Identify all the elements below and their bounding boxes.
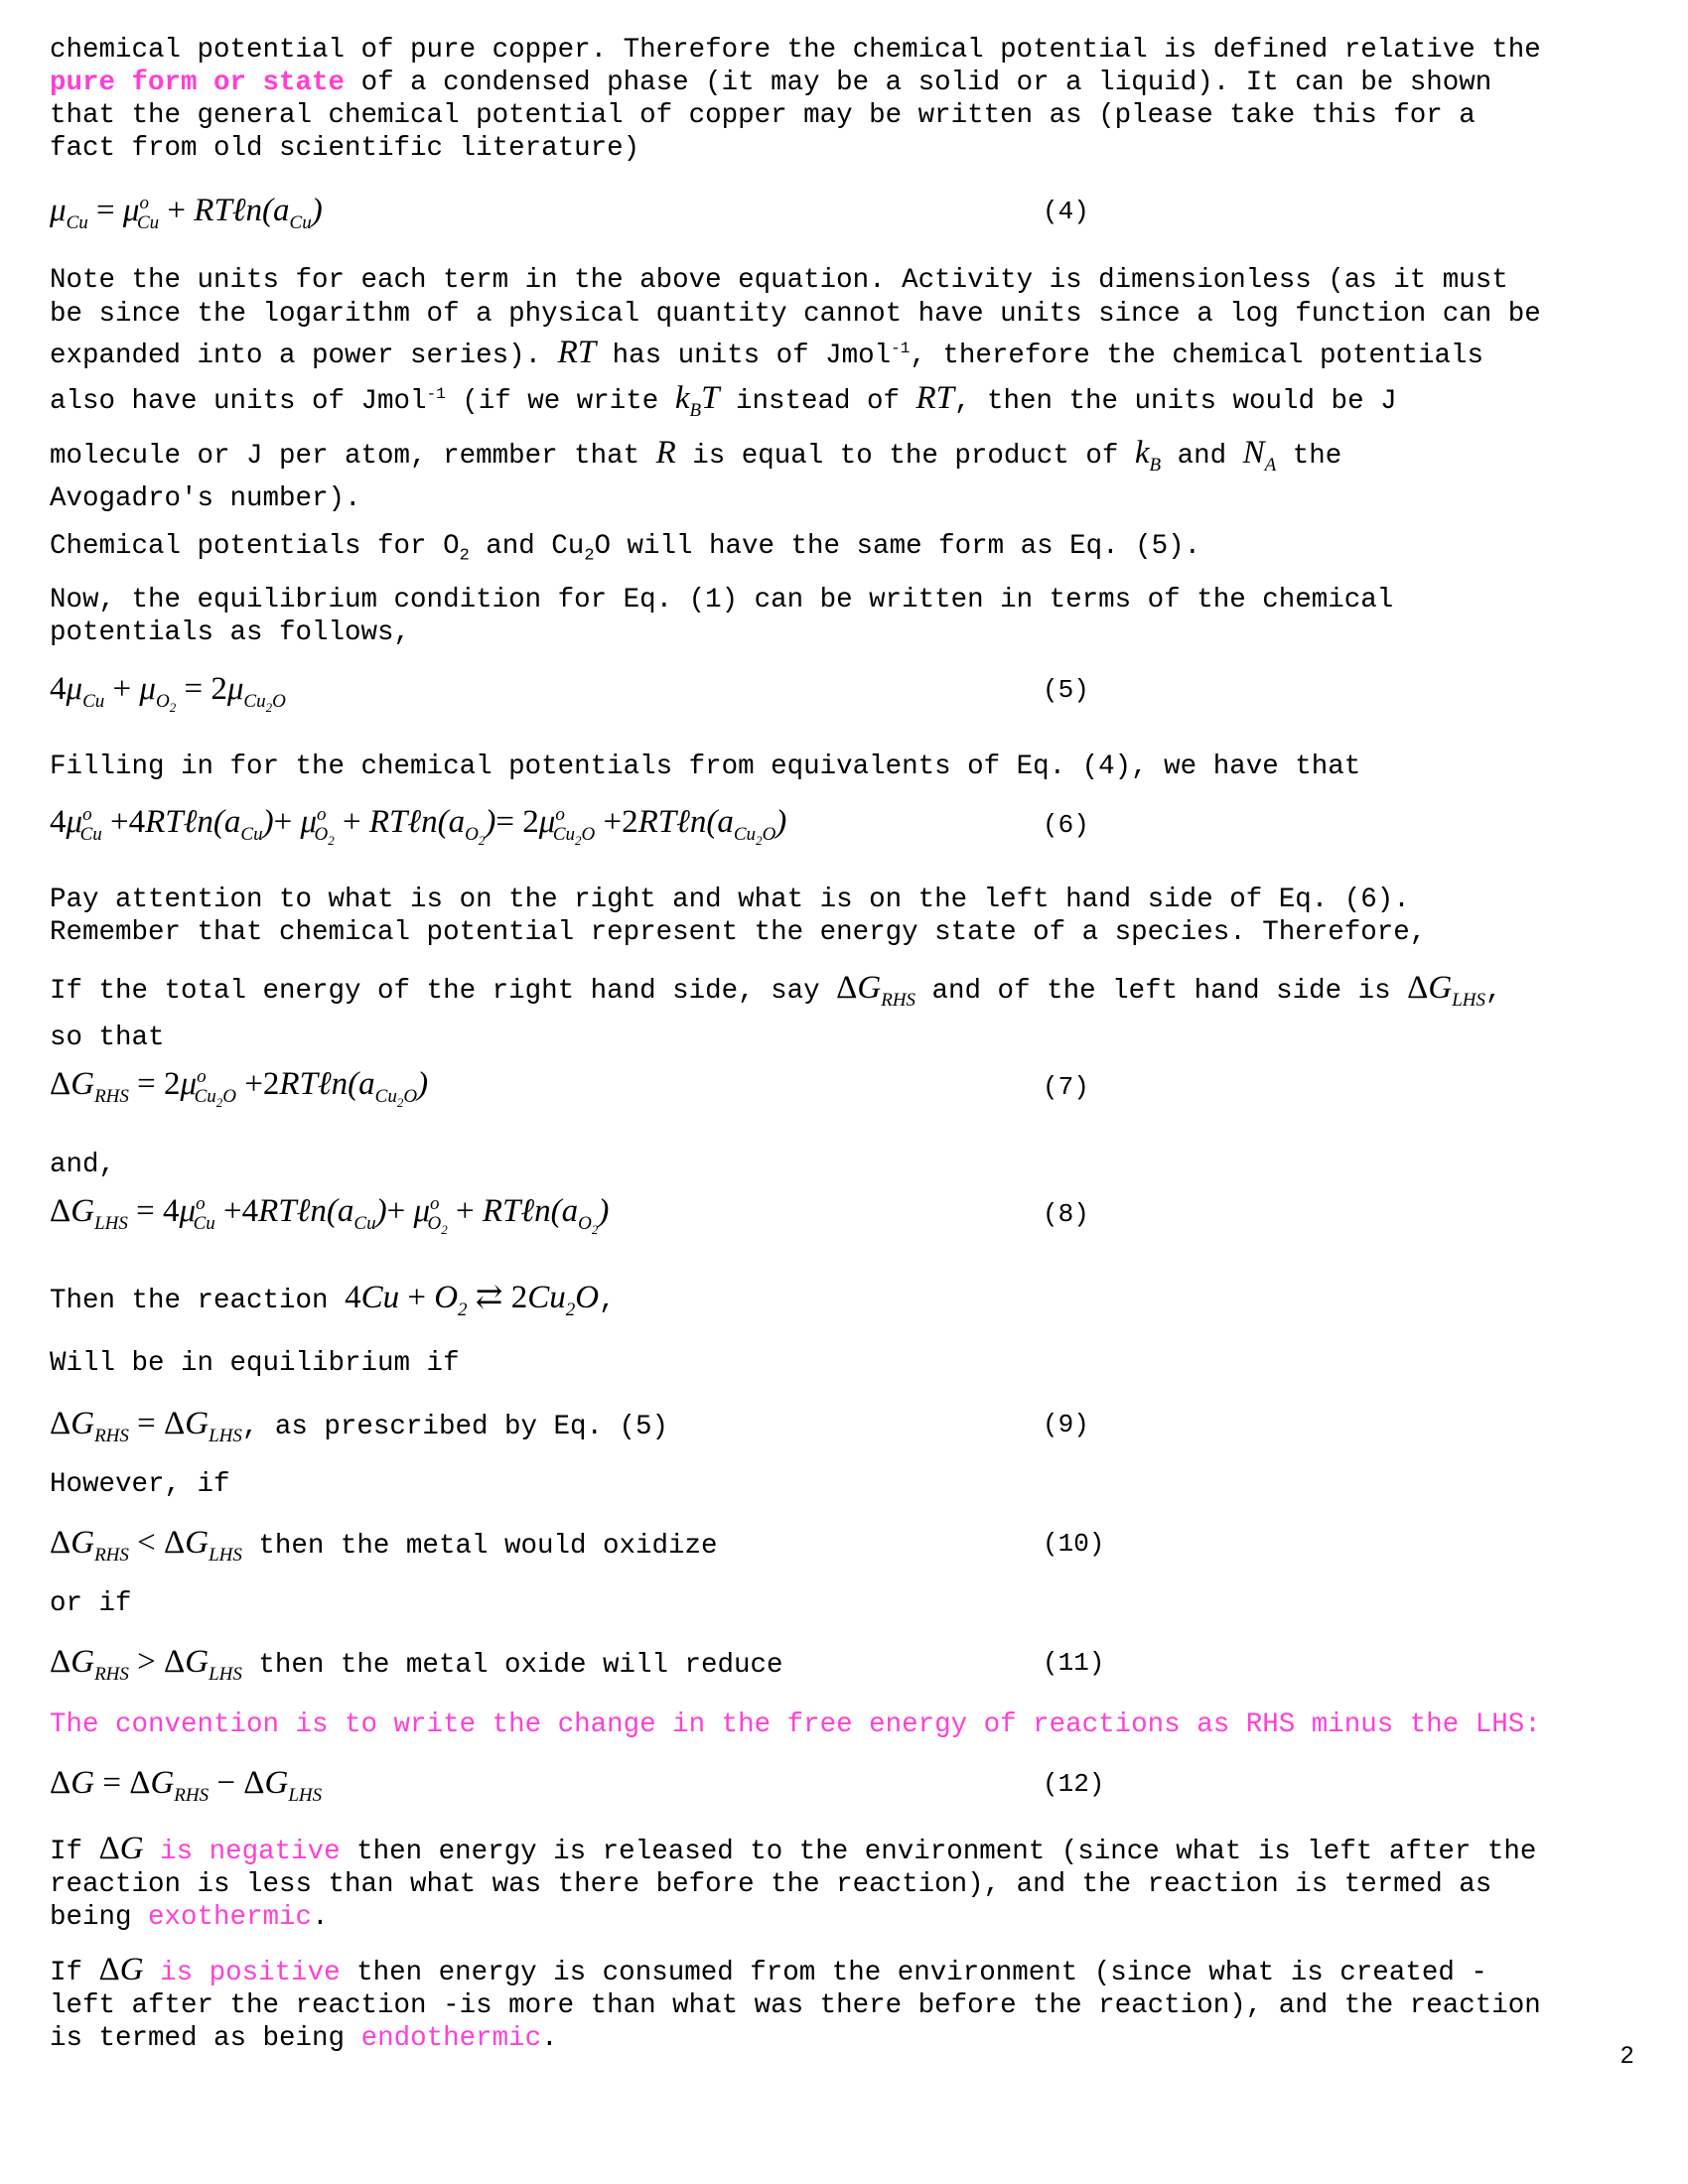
text-line: that the general chemical potential of copper may be written as (please take this for a [50, 100, 1476, 131]
text-then-reaction [50, 1277, 1638, 1321]
equation-number: (7) [1043, 1072, 1089, 1102]
text-line: fact from old scientific literature) [50, 133, 640, 164]
text-line: so that [50, 1023, 165, 1053]
paragraph-negative [50, 1833, 1638, 1934]
text-line [50, 436, 1638, 482]
highlight-text: exothermic [148, 1902, 313, 1933]
text-line: be since the logarithm of a physical quantity cannot have units since a log function can be [50, 299, 1541, 330]
text-line: Pay attention to what is on the right and what is on the left hand side of Eq. (6). [50, 885, 1410, 915]
equation-6 [50, 804, 1638, 856]
equation-number: (5) [1043, 675, 1089, 705]
text-line: Avogadro's number). [50, 483, 361, 515]
equation-formula: $\Delta G_{LHS} = 4\mu^o_{Cu}$ $+4RT\ell n(a_{Cu})+ \mu^o_{O_2}$ + $RT\ell n(a_{O_2})$ [50, 1193, 610, 1237]
text-span: Chemical potentials for O [50, 531, 460, 562]
equation-formula: $\mu_{Cu} = \mu^o_{Cu}$ + $RT\ell n(a_{Cu})$ [50, 193, 323, 233]
equation-formula: $\Delta G_{RHS} < \Delta G_{LHS}$ [50, 1525, 242, 1566]
paragraph-attention [50, 884, 1638, 949]
equation-5 [50, 671, 1638, 721]
math-R: R [655, 435, 676, 472]
text-span: is equal to the product of [675, 441, 1135, 473]
text-will-be: Will be in equilibrium if [50, 1348, 460, 1379]
subscript: 2 [584, 546, 595, 566]
equation-11 [50, 1644, 1638, 1690]
equation-text: , as prescribed by Eq. (5) [241, 1412, 668, 1442]
text-span: If the total energy of the right hand side, say [50, 976, 837, 1007]
text-span: . [312, 1902, 329, 1933]
paragraph-intro [50, 34, 1638, 165]
text-span: , [1485, 976, 1502, 1007]
equation-formula: $\Delta G_{RHS} > \Delta G_{LHS}$ [50, 1644, 242, 1685]
equation-number: (4) [1043, 197, 1089, 226]
text-however: However, if [50, 1469, 230, 1500]
text-span: Then the reaction [50, 1286, 346, 1316]
page-number: 2 [1620, 2042, 1634, 2069]
subscript: 2 [459, 546, 470, 566]
paragraph-units [50, 264, 1638, 516]
text-line: reaction is less than what was there before the reaction), and the reaction is termed as [50, 1869, 1492, 1900]
text-span: then energy is consumed from the environment (since what is created - [340, 1958, 1487, 1988]
text-span: the [1276, 441, 1342, 473]
equation-formula: $\Delta G_{RHS} = 2\mu^o_{Cu_2O}$ $+2RT\ell n(a_{Cu_2O})$ [50, 1066, 429, 1110]
text-line [50, 67, 1638, 99]
paragraph-chemical-potentials [50, 530, 1638, 574]
text-span: being [50, 1902, 149, 1933]
text-span: and Cu [469, 531, 585, 562]
text-line [50, 1833, 1638, 1868]
equation-number: (12) [1043, 1769, 1105, 1799]
highlight-text: endothermic [360, 2023, 542, 2054]
equation-formula: $4\mu^o_{Cu}$ $+4RT\ell n(a_{Cu})+ \mu^o_{O_2}$ + $RT\ell n(a_{O_2})= 2\mu^o_{Cu_2O}$ $+2RT\ell n(a_{Cu_2O})$ [50, 804, 787, 848]
highlight-text: is negative [160, 1837, 341, 1867]
math-kBT: $k_BT$ [674, 380, 720, 422]
text-line [50, 332, 1638, 373]
equation-7 [50, 1066, 1638, 1118]
text-span: also have units of Jmol [50, 386, 427, 418]
text-span: , therefore the chemical potentials [910, 341, 1483, 372]
text-line: left after the reaction -is more than what was there before the reaction), and the reaction [50, 1990, 1541, 2021]
equation-10 [50, 1525, 1638, 1570]
superscript: -1 [426, 385, 446, 404]
paragraph-filling-in: Filling in for the chemical potentials from equivalents of Eq. (4), we have that [50, 751, 1361, 782]
equation-formula: $4\mu_{Cu} + \mu_{O_2} = 2\mu_{Cu_2O}$ [50, 671, 286, 715]
text-span: then energy is released to the environment (since what is left after the [340, 1837, 1537, 1867]
text-line [50, 377, 1638, 428]
equation-text: then the metal oxide will reduce [241, 1650, 783, 1681]
equation-number: (8) [1043, 1199, 1089, 1229]
text-line: Note the units for each term in the above equation. Activity is dimensionless (as it must [50, 265, 1508, 296]
math-NA: $N_A$ [1242, 435, 1277, 477]
math-dG: ΔG [98, 1952, 144, 1987]
text-line [50, 1901, 1638, 1934]
text-line [50, 969, 1638, 1020]
text-span: has units of Jmol [596, 341, 892, 372]
text-line: Now, the equilibrium condition for Eq. (1) can be written in terms of the chemical [50, 585, 1394, 615]
highlight-text: pure form or state [50, 68, 346, 98]
equation-number: (6) [1043, 810, 1089, 840]
text-span: of a condensed phase (it may be a solid or a liquid). It can be shown [345, 68, 1492, 98]
math-reaction: $4Cu + O_2$ ⇄ $2Cu_2O$ [345, 1280, 600, 1320]
highlight-text: is positive [160, 1958, 341, 1988]
math-dG-RHS: $\Delta G_{RHS}$ [836, 970, 916, 1011]
math-dG-LHS: $\Delta G_{LHS}$ [1407, 970, 1486, 1011]
equation-9 [50, 1406, 1638, 1451]
equation-number: (10) [1043, 1529, 1105, 1559]
text-span: If [50, 1958, 99, 1988]
text-line: Remember that chemical potential represent the energy state of a species. Therefore, [50, 917, 1427, 948]
math-kB: $k_B$ [1134, 435, 1162, 477]
equation-8 [50, 1193, 1638, 1245]
text-span: , then the units would be J [954, 386, 1397, 418]
equation-12 [50, 1765, 1638, 1811]
equation-formula: $\Delta G = \Delta G_{RHS} - \Delta G_{LHS}$ [50, 1765, 323, 1806]
superscript: -1 [891, 340, 911, 357]
math-RT: RT [557, 335, 597, 371]
text-span: instead of [719, 386, 916, 418]
equation-number: (9) [1043, 1410, 1089, 1439]
text-line [50, 2022, 1638, 2055]
text-span: and [1161, 441, 1243, 473]
text-span: molecule or J per atom, remmber that [50, 441, 656, 473]
math-dG: ΔG [98, 1831, 144, 1866]
text-span: . [541, 2023, 558, 2054]
equation-number: (11) [1043, 1648, 1105, 1678]
equation-formula: $\Delta G_{RHS} = \Delta G_{LHS}$ [50, 1406, 242, 1446]
paragraph-positive [50, 1954, 1638, 2055]
equation-text: then the metal would oxidize [241, 1531, 718, 1562]
text-span: is termed as being [50, 2023, 361, 2054]
equation-4 [50, 193, 1638, 242]
text-line [50, 1954, 1638, 1989]
text-span: expanded into a power series). [50, 341, 558, 372]
paragraph-equilibrium [50, 584, 1638, 649]
text-or-if: or if [50, 1588, 132, 1619]
text-and: and, [50, 1150, 116, 1180]
text-span: and of the left hand side is [915, 976, 1408, 1007]
text-span: If [50, 1837, 99, 1867]
text-line: potentials as follows, [50, 617, 411, 648]
text-line: chemical potential of pure copper. Therefore the chemical potential is defined relative the [50, 35, 1541, 66]
text-convention: The convention is to write the change in the free energy of reactions as RHS minus the LHS: [50, 1709, 1541, 1740]
text-span: , [599, 1286, 616, 1316]
math-RT: RT [915, 380, 954, 417]
paragraph-total-energy [50, 969, 1638, 1057]
text-span: O will have the same form as Eq. (5). [594, 531, 1201, 562]
text-span: (if we write [445, 386, 675, 418]
